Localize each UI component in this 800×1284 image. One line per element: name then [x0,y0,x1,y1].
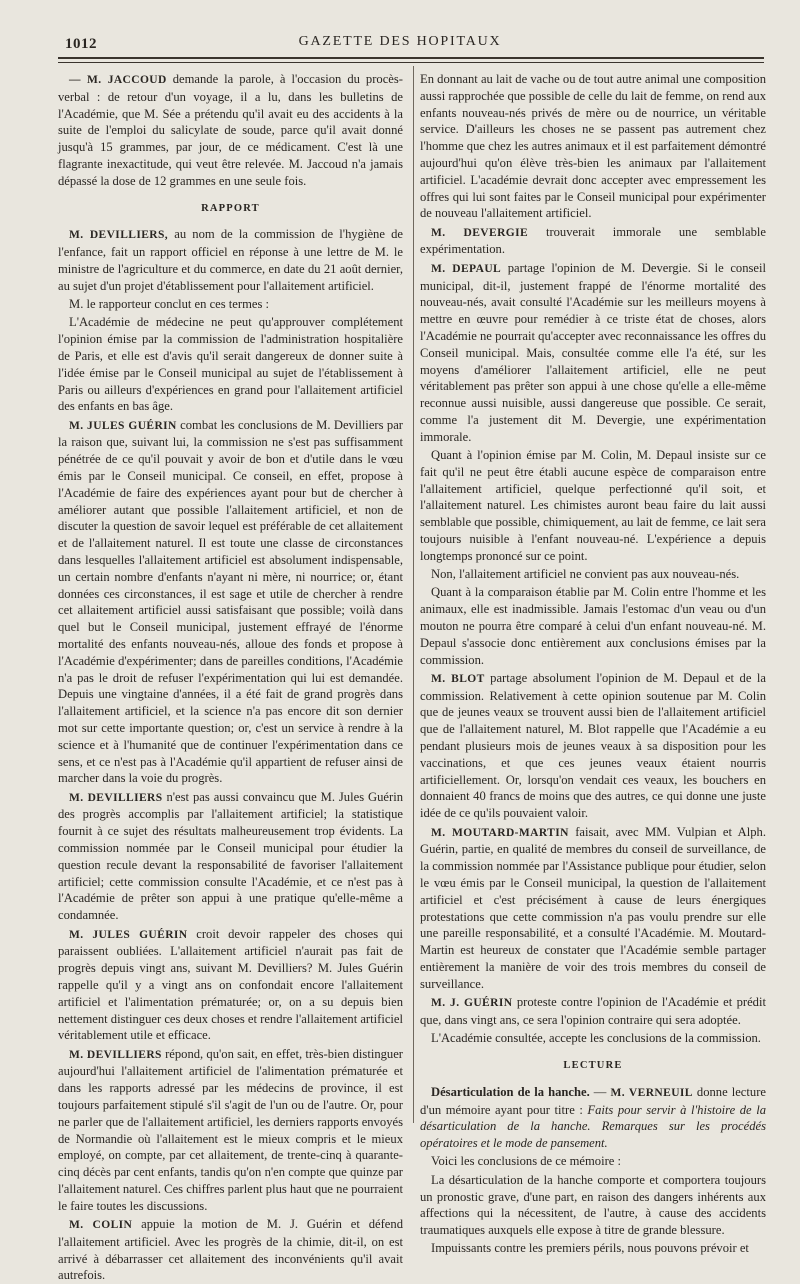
paragraph-text: Voici les conclusions de ce mémoire : [431,1154,622,1169]
paragraph-text: appuie la motion de M. J. Guérin et défend l'allaitement artificiel. Avec les progrès de la chimie, dit-il, on est arrivé à débarrasser cet allaitement des inconvénients qu'il avait autrefois. [58,1217,403,1283]
paragraph-text: Impuissants contre les premiers périls, nous pouvons prévoir et [431,1241,749,1256]
paragraph-text: La désarticulation de la hanche comporte et comportera toujours un pronostic grave, d'une part, en raison des dangers inhérents aux affections qui la nécessitent, de l'autre, à cause des accidents traumatiques auxquels elle expose à titre de grande blessure. [420,1172,766,1238]
column-divider [413,66,414,1123]
paragraph [420,1084,766,1152]
paragraph-text: Quant à la comparaison établie par M. Colin entre l'homme et les animaux, elle est inadmissible. Jamais l'estomac d'un veau ou d'un mouton ne pourra être comparé à celui d'un enfant nouveau-né. M. Depaul s'associe donc entièrement aux conclusions émises par la commission. [420,585,766,667]
paragraph-text: n'est pas aussi convaincu que M. Jules Guérin des progrès accomplis par l'allaitement artificiel; la statistique fournit à ce sujet des résultats malheureusement trop évidents. La commission nommée par le Conseil municipal pour étudier la question recule devant la responsabilité de favoriser l'allaitement artificiel; cette commission consulte l'Académie, et ce n'est pas à l'Académie de prêter son appui à une pratique qu'elle-même a condamnée. [58,789,403,923]
speaker-name: M. DEVERGIE [431,226,529,239]
paragraph-text: proteste contre l'opinion de l'Académie et prédit que, dans vingt ans, ce sera l'opinion contraire qui sera adoptée. [420,995,766,1027]
paragraph-text: au nom de la commission de l'hygiène de l'enfance, fait un rapport officiel en réponse à une lettre de M. le ministre de l'agriculture et du commerce, en date du 21 août dernier, au sujet d'un projet d'établissement pour l'allaitement artificiel. [58,227,404,293]
speaker-name: M. COLIN [69,1219,133,1232]
article-heading: Désarticulation de la hanche. [431,1084,590,1099]
paragraph [420,566,766,583]
paragraph [420,584,766,668]
speaker-name: M. VERNEUIL [610,1086,693,1099]
paragraph [420,1030,766,1047]
right-column [420,71,766,1256]
paragraph [420,447,766,565]
dash: — [589,1084,611,1099]
paragraph [58,296,403,313]
paragraph-text: répond, qu'on sait, en effet, très-bien distinguer aujourd'hui l'allaitement artificiel de l'alimentation prématurée et dans les rapports adressé par les médecins de province, il est toujours parfaitement stipulé s'il s'agit de l'un ou de l'autre. Or, pour ne parler que de l'allaitement artificiel, les derniers rapports envoyés de Normandie où l'allaitement est le mieux compris et le mieux employé, on compte, par cet allaitement, de trente-cinq à quarante-cinq décès par cent enfants, tandis qu'on n'en compte que quinze par l'allaitement naturel. Ces chiffres parlent plus haut que ne pourraient le faire toutes les discussions. [58,1046,403,1213]
paragraph [58,1216,403,1284]
speaker-name: M. BLOT [431,672,485,685]
speaker-name: M. MOUTARD-MARTIN [431,826,569,839]
paragraph [58,926,403,1045]
paragraph [420,224,766,259]
paragraph [420,71,766,222]
header-rule-thick [58,57,764,59]
paragraph-text: demande la parole, à l'occasion du procès-verbal : de retour d'un voyage, il a lu, dans les bulletins de l'Académie, que M. Sée a prétendu qu'il avait eu des accidents à la suite de l'emploi du salicylate de soude, parce qu'il avait donné jusqu'à 15 grammes, par jour, de ce médicament. C'est là une flagrante inexactitude, qui veut être relevée. M. Jaccoud n'a jamais dépassé la dose de 12 grammes en une seule fois. [58,72,403,188]
paragraph [58,314,403,415]
header-rule-thin [58,62,764,63]
paragraph-text: Non, l'allaitement artificiel ne convient pas aux nouveau-nés. [431,567,740,582]
speaker-name: M. DEVILLIERS, [69,229,169,242]
paragraph-text: M. le rapporteur conclut en ces termes : [69,297,270,312]
paragraph-text: partage absolument l'opinion de M. Depaul et de la commission. Relativement à cette opinion soutenue par M. Colin que de jeunes veaux se trouvent aussi bien de l'allaitement artificiel que de l'allaitement naturel, M. Blot rappelle que l'Académie a eu pendant plusieurs mois de jeunes veaux à sa disposition pour les vaccinations, et que ces jeunes veaux étaient nourris artificiellement. Or, lorsqu'on vendait ces veaux, les bouchers en donnaient 40 francs de moins que des autres, ce qui donne une juste idée de ce qu'ils pouvaient valoir. [420,670,766,821]
paragraph [420,994,766,1029]
speaker-name: M. DEPAUL [431,262,502,275]
section-title-lecture: LECTURE [563,1059,623,1071]
page-number: 1012 [65,36,97,52]
speaker-name: — M. JACCOUD [69,74,167,86]
paragraph-text: trouverait immorale une semblable expérimentation. [420,224,766,257]
paragraph [58,71,403,190]
left-column [58,71,404,1283]
paragraph-text: partage l'opinion de M. Devergie. Si le conseil municipal, dit-il, justement frappé de l'énorme mortalité des nouveau-nés, avait consulté l'Académie sur les meilleurs moyens à mettre en œuvre pour remédier à ce triste état de choses, alors l'Académie ne pourrait qu'accepter avec reconnaissance les offres du Conseil municipal. Mais, consultée comme elle l'a été, sur les moyens d'améliorer l'allaitement artificiel, elle ne peut véritablement pas prêter son appui à une chose qu'elle a elle-même reconnue aussi nuisible, aussi dangereuse que possible. Ce serait, comme l'a justement dit M. Devergie, une expérimentation immorale. [420,260,766,444]
paragraph-text: L'Académie consultée, accepte les conclusions de la commission. [431,1031,761,1046]
paragraph [420,1153,766,1170]
paragraph-text: donne lecture d'un mémoire ayant pour titre : [420,1084,766,1117]
memoir-title: Faits pour servir à l'histoire de la désarticulation de la hanche. Remarques sur les procédés opératoires et le mode de pansement. [420,1102,766,1151]
paragraph [420,824,766,993]
speaker-name: M. DEVILLIERS [69,1048,162,1061]
paragraph [58,417,403,788]
paragraph [58,226,403,294]
paragraph [58,789,403,924]
section-title-rapport: RAPPORT [201,202,260,214]
paragraph-text: En donnant au lait de vache ou de tout autre animal une composition aussi rapprochée que possible de celle du lait de femme, on rend aux enfants nouveau-nés privés de mère ou de nourrice, un véritable service. D'ailleurs les choses ne se passent pas autrement chez l'homme que chez les autres animaux et il est parfaitement démontré aujourd'hui qu'on élève très-bien les animaux par l'allaitement artificiel. L'académie devrait donc accepter avec empressement les offres qui lui sont faites par le Conseil municipal pour expérimenter de nouveau l'allaitement artificiel. [420,72,766,221]
paragraph-text: faisait, avec MM. Vulpian et Alph. Guérin, partie, en qualité de membres du conseil de surveillance, de la commission nommée par l'Assistance publique pour étudier, selon le vœu émis par le Conseil municipal, la question de l'allaitement artificiel et c'est précisément à cause de leurs énergiques protestations que cette commission n'a pas voulu prendre sur elle une pareille responsabilité, et a consulté l'Académie. M. Moutard-Martin est heureux de constater que l'Académie semble partager entièrement la manière de voir des trois membres du conseil de surveillance. [420,824,766,991]
paragraph [420,1172,766,1239]
paragraph [58,1046,403,1215]
paragraph [420,670,766,822]
paragraph-text: croit devoir rappeler des choses qui paraissent oubliées. L'allaitement artificiel n'aurait pas fait de progrès depuis vingt ans, suivant M. Devilliers? M. Jules Guérin rappelle qu'il y a vingt ans on confondait encore l'allaitement artificiel et l'alimentation prématurée; or, on a su depuis bien nettement distinguer ces deux choses et rendre l'allaitement artificiel véritablement utile et efficace. [58,926,403,1043]
paragraph [420,1240,766,1257]
speaker-name: M. JULES GUÉRIN [69,928,188,941]
running-head: GAZETTE DES HOPITAUX [298,34,502,49]
paragraph-text: L'Académie de médecine ne peut qu'approuver complétement l'opinion émise par la commission de l'administration hospitalière de Paris, et elle est d'avis qu'il serait dangereux de donner suite à l'idée émise par le Conseil municipal au sujet de l'établissement à Paris ou ailleurs d'expériences en grand pour l'allaitement artificiel des enfants en bas âge. [58,315,403,414]
speaker-name: M. JULES GUÉRIN [69,419,177,432]
paragraph [420,260,766,446]
speaker-name: M. J. GUÉRIN [431,997,513,1010]
speaker-name: M. DEVILLIERS [69,791,163,804]
paragraph-text: combat les conclusions de M. Devilliers par la raison que, suivant lui, la commission ne s'est pas suffisamment pénétrée de ce qu'il pouvait y avoir de bon et d'utile dans le vœu émis par le Conseil municipal. Ce conseil, en effet, propose à l'Académie de faire des expériences ayant pour but de chercher à améliorer autant que possible l'allaitement artificiel, et non de discuter la question de savoir lequel est préférable de cet allaitement et de l'allaitement naturel. Il est toute une classe de circonstances dans lesquelles l'allaitement artificiel est absolument indispensable, un certain nombre d'enfants n'ayant ni mère, ni nourrice; or, étant données ces circonstances, il est sage et utile de chercher à rendre cet allaitement artificiel aussi satisfaisant que possible; voilà dans quel but le Conseil municipal, justement effrayé de l'énorme mortalité des enfants nouveau-nés, alloue des fonds et propose à l'Académie d'expérimenter; dans de pareilles conditions, l'Académie n'a pas le droit de refuser l'expérimentation qui lui est demandée. Depuis une vingtaine d'années, il a été fait de grand progrès dans l'allaitement artificiel, et la science n'a pas encore dit son dernier mot sur cette importante question; or, c'est un service à rendre à la science et à l'humanité que de continuer l'expérimentation dans ce sens, et ce n'est pas à l'Académie qu'il appartient de refuser ainsi de marcher dans la voie du progrès. [58,417,403,786]
paragraph-text: Quant à l'opinion émise par M. Colin, M. Depaul insiste sur ce fait qu'il ne peut être établi aucune espèce de comparaison entre l'allaitement artificiel, quelque perfectionné qu'il soit, et l'allaitement naturel. Les chimistes auront beau faire du lait aussi semblable que possible, chimiquement, au lait de femme, ce lait sera toujours nuisible à l'enfant nouveau-né. L'expérience a depuis longtemps prononcé sur ce point. [420,448,766,563]
